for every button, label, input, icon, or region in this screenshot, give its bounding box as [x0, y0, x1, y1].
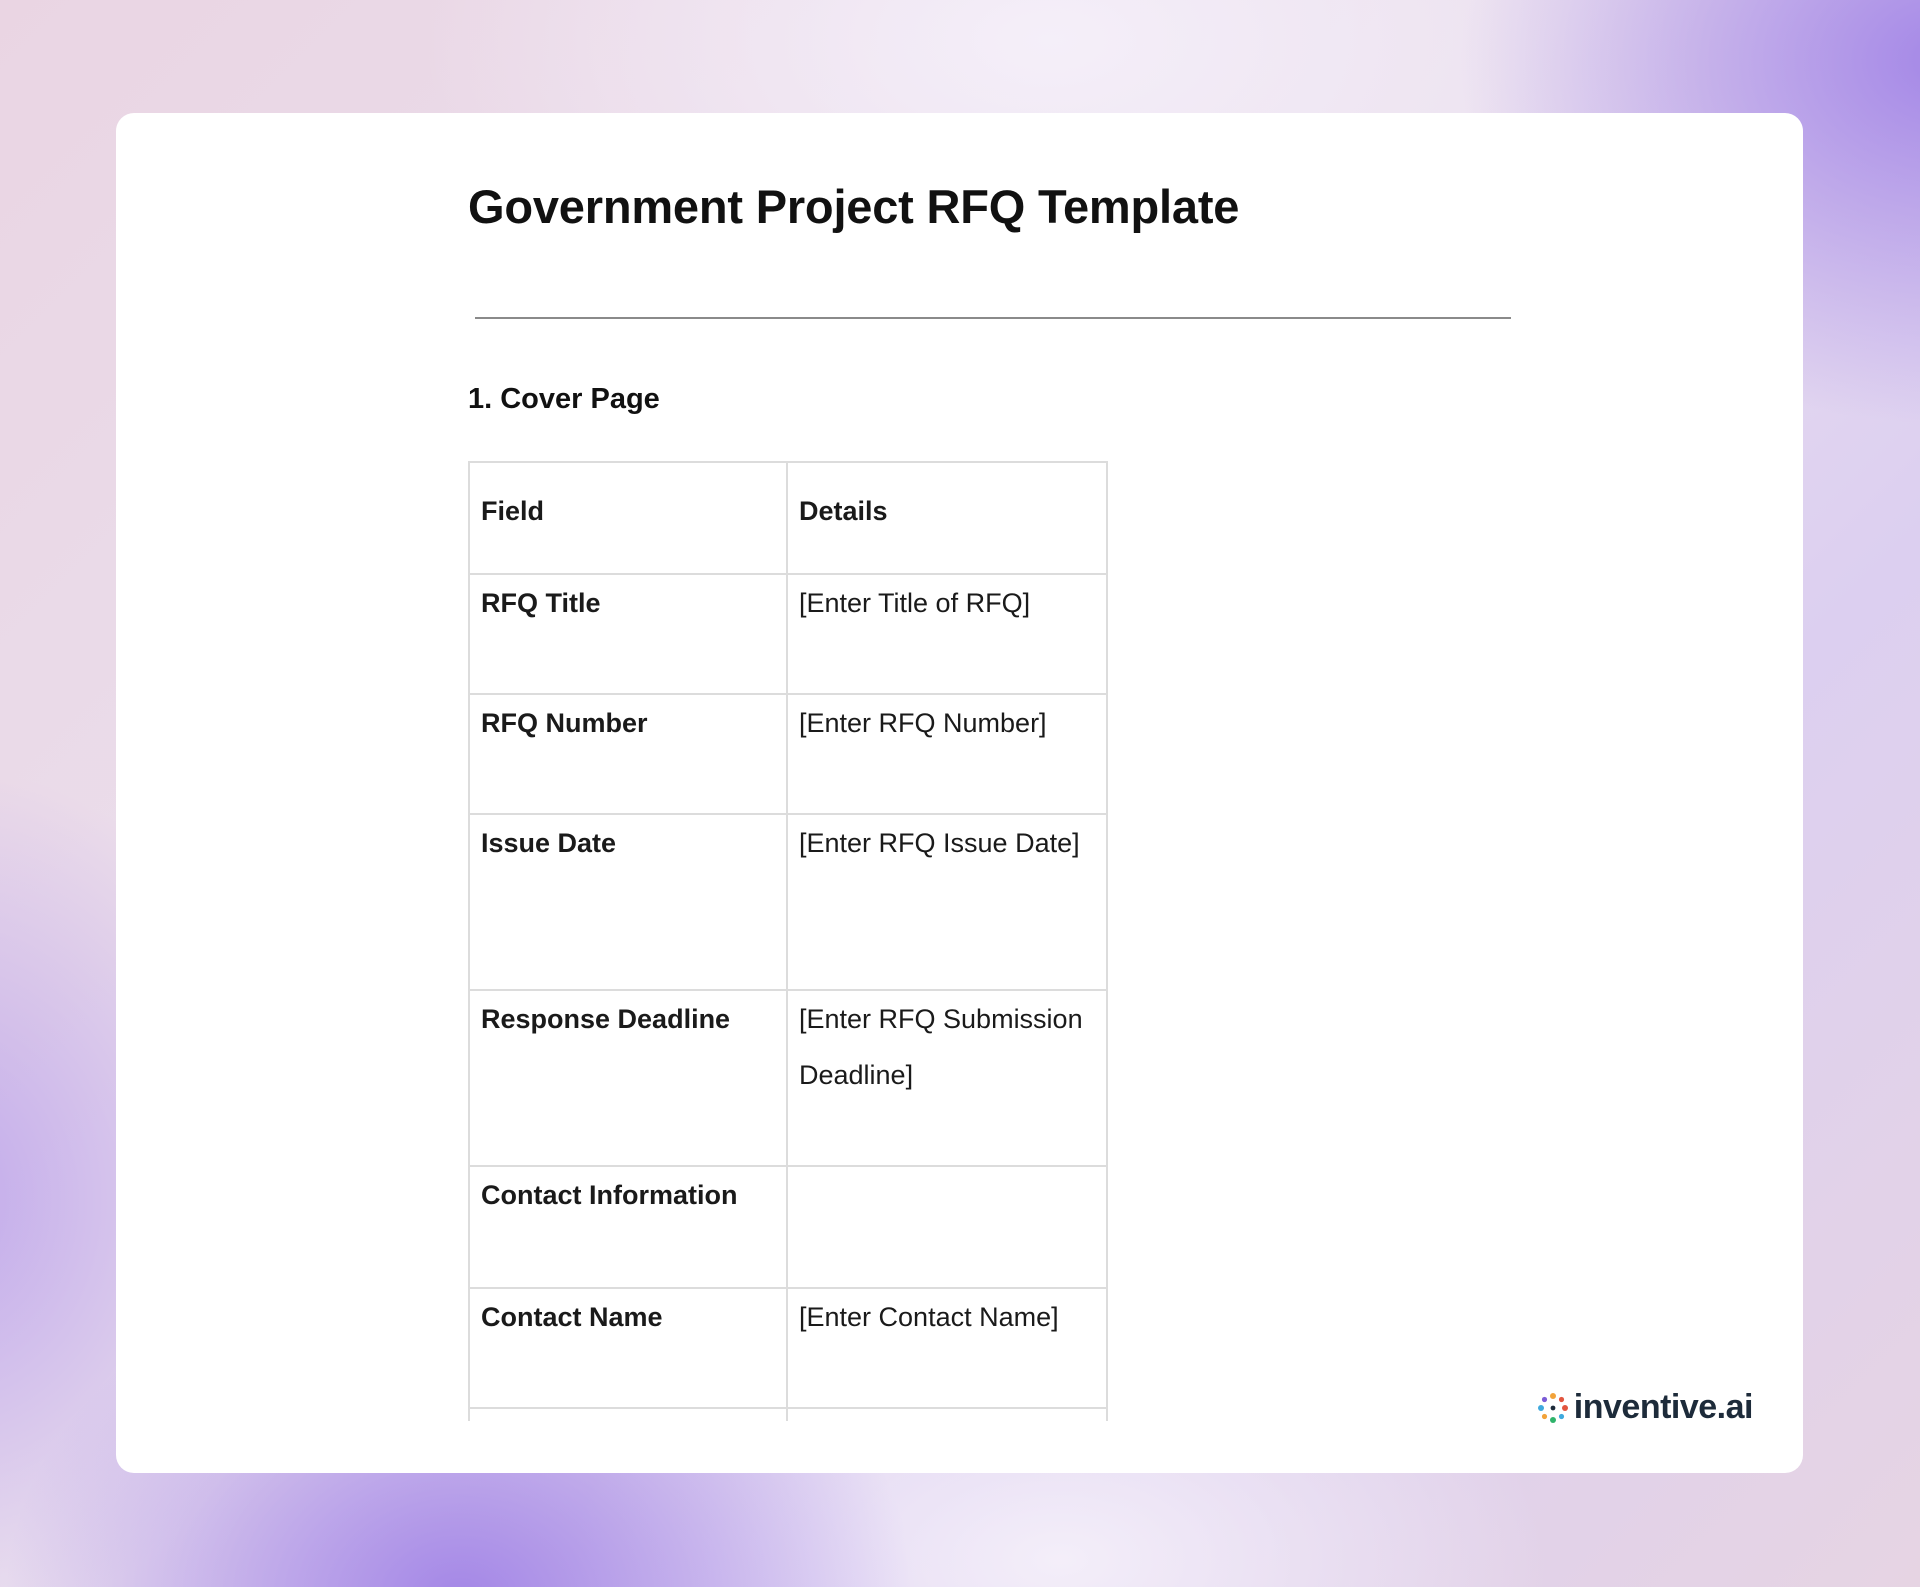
field-cell: [469, 1408, 787, 1421]
sparkle-dots-logo-icon: [1538, 1393, 1568, 1423]
field-cell: Contact Name: [469, 1288, 787, 1408]
details-cell: [787, 1166, 1107, 1288]
table-row: [469, 1408, 1107, 1421]
table-row: [469, 1166, 1107, 1288]
field-cell: Issue Date: [469, 814, 787, 990]
table-row: [469, 990, 1107, 1166]
details-cell: [787, 1408, 1107, 1421]
table-header-row: [469, 462, 1107, 574]
table-row: [469, 694, 1107, 814]
field-cell: Response Deadline: [469, 990, 787, 1166]
document-card: [116, 113, 1803, 1473]
cover-table-viewport: [468, 461, 1108, 1421]
table-row: [469, 1288, 1107, 1408]
document-title: Government Project RFQ Template: [468, 180, 1240, 233]
section-heading: 1. Cover Page: [468, 383, 660, 415]
table-row: [469, 814, 1107, 990]
details-cell: [Enter RFQ Issue Date]: [787, 814, 1107, 990]
brand-logo: [1538, 1388, 1753, 1427]
brand-name: inventive.ai: [1573, 1388, 1753, 1426]
field-cell: Contact Information: [469, 1166, 787, 1288]
details-cell: [Enter Title of RFQ]: [787, 574, 1107, 694]
title-divider: [475, 317, 1511, 319]
field-cell: RFQ Title: [469, 574, 787, 694]
cover-page-table: [468, 461, 1108, 1421]
details-cell: [Enter RFQ Submission Deadline]: [787, 990, 1107, 1166]
column-header-details: Details: [787, 462, 1107, 574]
details-cell: [Enter Contact Name]: [787, 1288, 1107, 1408]
details-cell: [Enter RFQ Number]: [787, 694, 1107, 814]
field-cell: RFQ Number: [469, 694, 787, 814]
column-header-field: Field: [469, 462, 787, 574]
table-row: [469, 574, 1107, 694]
